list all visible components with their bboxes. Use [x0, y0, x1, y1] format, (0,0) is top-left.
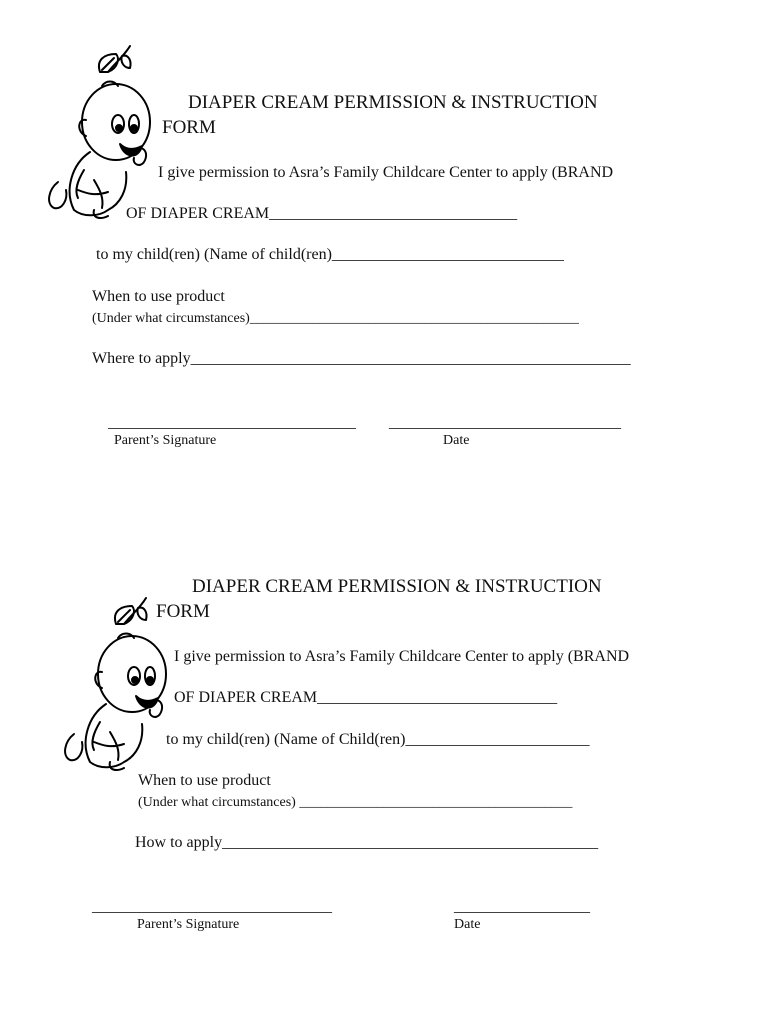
when-to-use-label: When to use product [138, 772, 271, 789]
brand-text: OF DIAPER CREAM [126, 205, 270, 222]
brand-input-line[interactable]: _______________________________ [269, 205, 518, 222]
baby-clipart-icon [38, 40, 168, 220]
permission-text: I give permission to Asra’s Family Childcare Center to apply (BRAND [174, 648, 630, 665]
form-title-line2: FORM [162, 117, 216, 138]
date-line[interactable]: _________________ [454, 898, 590, 915]
form-title-line1: DIAPER CREAM PERMISSION & INSTRUCTION [188, 92, 598, 113]
child-name-field[interactable]: to my child(ren) (Name of Child(ren)_______________________ [166, 731, 590, 748]
signature-line[interactable]: _______________________________ [108, 414, 356, 431]
signature-label: Parent’s Signature [114, 433, 217, 448]
permission-text: I give permission to Asra’s Family Childcare Center to apply (BRAND [158, 164, 614, 181]
brand-label [126, 205, 517, 223]
brand-text: OF DIAPER CREAM [174, 689, 318, 706]
how-to-apply-field[interactable]: How to apply_______________________________________________ [135, 834, 599, 851]
date-label: Date [454, 917, 481, 932]
date-line[interactable]: _____________________________ [389, 414, 621, 431]
form-title-line1: DIAPER CREAM PERMISSION & INSTRUCTION [192, 576, 602, 597]
child-name-field[interactable]: to my child(ren) (Name of child(ren)_____________________________ [96, 246, 564, 263]
signature-line[interactable]: ______________________________ [92, 898, 332, 915]
circumstances-field[interactable]: (Under what circumstances) _______________________________________ [138, 795, 573, 810]
date-label: Date [443, 433, 470, 448]
where-to-apply-field[interactable]: Where to apply_______________________________________________________ [92, 350, 631, 367]
brand-label [174, 689, 557, 707]
form-title-line2: FORM [156, 601, 210, 622]
brand-input-line[interactable]: ______________________________ [317, 689, 558, 706]
circumstances-field[interactable]: (Under what circumstances)_______________________________________________ [92, 311, 579, 326]
signature-label: Parent’s Signature [137, 917, 240, 932]
when-to-use-label: When to use product [92, 288, 225, 305]
